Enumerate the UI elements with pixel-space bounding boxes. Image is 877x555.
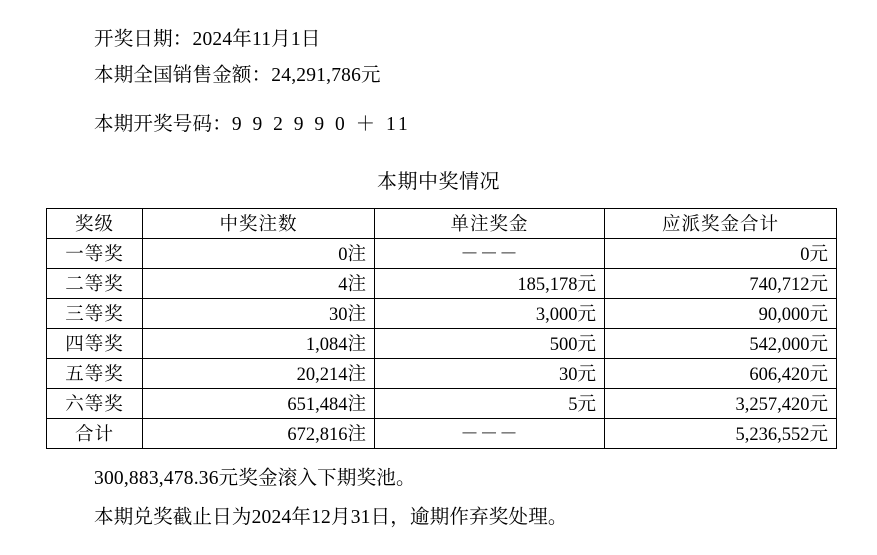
- cell-level: 三等奖: [47, 298, 143, 328]
- cell-count: 20,214注: [143, 358, 375, 388]
- column-header-level: 奖级: [47, 208, 143, 238]
- cell-count: 30注: [143, 298, 375, 328]
- table-row: [47, 388, 837, 418]
- cell-per-prize: 500元: [375, 328, 605, 358]
- section-title: 本期中奖情况: [377, 170, 500, 193]
- cell-total: 90,000元: [605, 298, 837, 328]
- claim-deadline-note: 本期兑奖截止日为2024年12月31日，逾期作弃奖处理。: [94, 506, 568, 528]
- cell-per-prize: 30元: [375, 358, 605, 388]
- rollover-note: 300,883,478.36元奖金滚入下期奖池。: [94, 467, 416, 489]
- cell-total: 0元: [605, 238, 837, 268]
- cell-level: 合计: [47, 418, 143, 448]
- cell-level: 一等奖: [47, 238, 143, 268]
- cell-per-prize: －－－: [375, 238, 605, 268]
- cell-total: 542,000元: [605, 328, 837, 358]
- cell-level: 六等奖: [47, 388, 143, 418]
- table-row: [47, 328, 837, 358]
- national-sales-line: 本期全国销售金额：24,291,786元: [94, 64, 381, 86]
- cell-level: 五等奖: [47, 358, 143, 388]
- cell-per-prize: －－－: [375, 418, 605, 448]
- cell-count: 672,816注: [143, 418, 375, 448]
- draw-date-line: 开奖日期：2024年11月1日: [94, 29, 321, 50]
- cell-count: 1,084注: [143, 328, 375, 358]
- prize-breakdown-table: [46, 208, 837, 449]
- column-header-total: 应派奖金合计: [605, 208, 837, 238]
- table-row: [47, 358, 837, 388]
- cell-total: 740,712元: [605, 268, 837, 298]
- cell-per-prize: 3,000元: [375, 298, 605, 328]
- table-header-row: [47, 208, 837, 238]
- winning-numbers-line: [94, 93, 831, 143]
- cell-total: 606,420元: [605, 358, 837, 388]
- winning-numbers-label: 本期开奖号码：: [94, 114, 232, 135]
- cell-level: 二等奖: [47, 268, 143, 298]
- table-row-total: [47, 418, 837, 448]
- cell-per-prize: 5元: [375, 388, 605, 418]
- cell-per-prize: 185,178元: [375, 268, 605, 298]
- cell-level: 四等奖: [47, 328, 143, 358]
- table-row: [47, 238, 837, 268]
- winning-numbers-value: 9 9 2 9 9 0 ＋ 11: [231, 114, 411, 135]
- column-header-per-prize: 单注奖金: [375, 208, 605, 238]
- cell-total: 3,257,420元: [605, 388, 837, 418]
- cell-count: 651,484注: [143, 388, 375, 418]
- cell-count: 4注: [143, 268, 375, 298]
- cell-total: 5,236,552元: [605, 418, 837, 448]
- table-row: [47, 298, 837, 328]
- cell-count: 0注: [143, 238, 375, 268]
- column-header-count: 中奖注数: [143, 208, 375, 238]
- table-row: [47, 268, 837, 298]
